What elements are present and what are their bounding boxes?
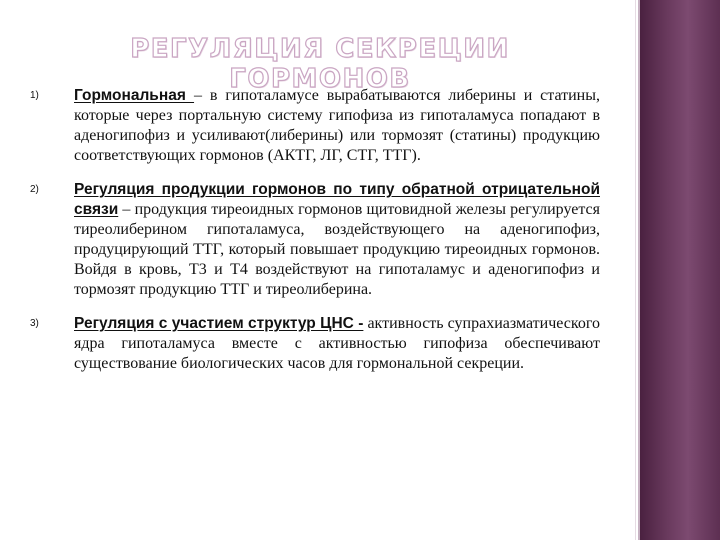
slide-title: РЕГУЛЯЦИЯ СЕКРЕЦИИ ГОРМОНОВ: [130, 34, 510, 94]
item-number: 1): [30, 90, 39, 101]
item-text-block: [74, 314, 600, 374]
item-heading: Регуляция с участием структур ЦНС -: [74, 315, 364, 332]
item-heading: Регуляция продукции гормонов по типу обратной отрицательной связи: [74, 181, 600, 218]
item-number: 2): [30, 184, 39, 195]
item-heading: Гормональная: [74, 87, 195, 104]
divider-line: [635, 0, 636, 540]
item-text-block: [74, 180, 600, 300]
list-item: [30, 314, 600, 374]
item-body: активность супрахиазматического ядра гипоталамуса вместе с активностью гипофиза обеспечивают существование биологических часов для гормональной секреции.: [74, 315, 600, 372]
item-body: – в гипоталамусе вырабатываются либерины и статины, которые через портальную систему гипофиза из гипоталамуса попадают в аденогипофиз и усиливают(либерины) или тормозят (статины) продукцию соответствующих гормонов (АКТГ, ЛГ, СТГ, ТТГ).: [74, 87, 600, 164]
content-list: [30, 86, 600, 388]
list-item: [30, 86, 600, 166]
decorative-side-band: [640, 0, 720, 540]
item-number: 3): [30, 318, 39, 329]
item-text-block: [74, 86, 600, 166]
item-body: – продукция тиреоидных гормонов щитовидной железы регулируется тиреолиберином гипоталамуса, воздействующего на аденогипофиз, продуцирующий ТТГ, который повышает продукцию тиреоидных гормонов. Войдя в кровь, Т3 и Т4 воздействуют на гипоталамус и аденогипофиз и тормозят продукцию ТТГ и тиреолиберина.: [74, 201, 600, 298]
list-item: [30, 180, 600, 300]
